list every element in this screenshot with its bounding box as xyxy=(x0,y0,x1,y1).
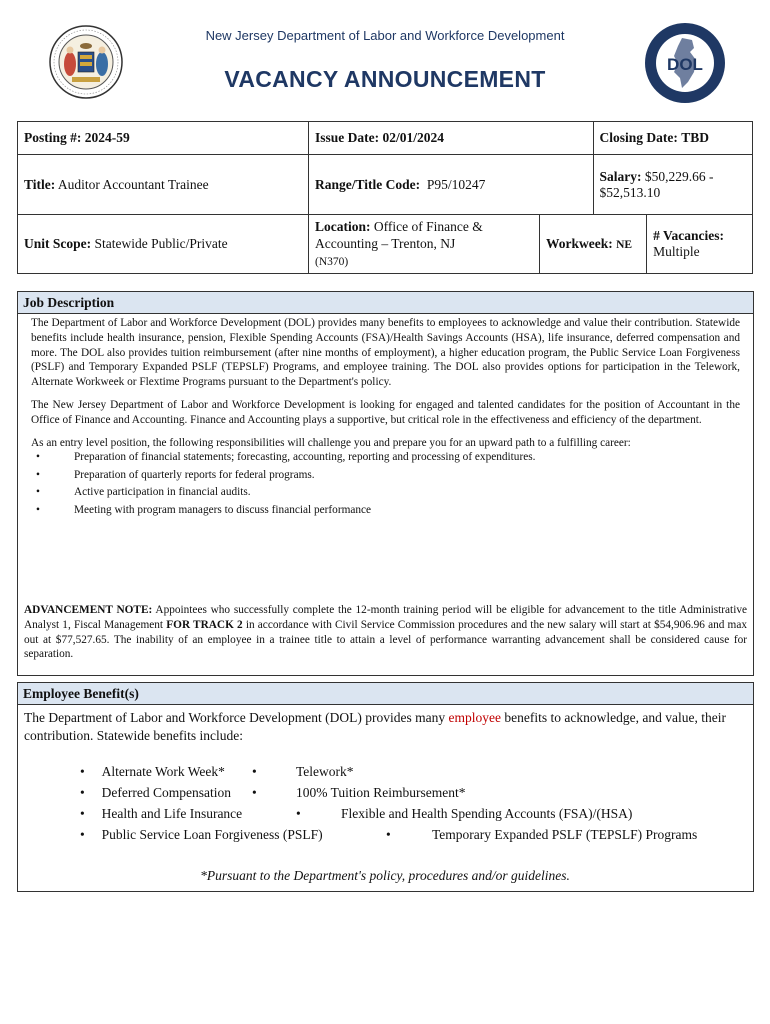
list-item: • Active participation in financial audits. xyxy=(36,486,251,499)
page-title: VACANCY ANNOUNCEMENT xyxy=(224,66,546,92)
list-item: • Preparation of financial statements; forecasting, accounting, reporting and processing of expenditures. xyxy=(36,451,536,464)
unit-scope-cell: Unit Scope: Statewide Public/Private xyxy=(18,215,309,274)
posting-table xyxy=(17,121,753,274)
job-description-body xyxy=(18,314,753,519)
responsibility-list xyxy=(31,449,740,519)
location-cell: Location: Office of Finance & Accounting – Trenton, NJ (N370) xyxy=(309,215,540,274)
benefits-intro: The Department of Labor and Workforce Development (DOL) provides many employee benefits to acknowledge, and value, their contribution. Statewide benefits include: xyxy=(24,710,726,743)
benefit-item: Telework* xyxy=(296,764,354,779)
benefit-item: 100% Tuition Reimbursement* xyxy=(296,785,466,800)
vacancies-cell: # Vacancies: Multiple xyxy=(647,215,753,274)
bullet-separator: • xyxy=(252,764,257,779)
benefit-item: Temporary Expanded PSLF (TEPSLF) Programs xyxy=(432,827,698,842)
salary-cell: Salary: $50,229.66 - $52,513.10 xyxy=(593,155,752,215)
posting-number-cell: Posting #: 2024-59 xyxy=(18,122,309,155)
agency-name: New Jersey Department of Labor and Workforce Development xyxy=(205,28,565,43)
job-paragraph: The New Jersey Department of Labor and Workforce Development is looking for engaged and talented candidates for the position of Accountant in the Office of Finance and Accounting. Finance and Accounting plays a supportive, but critical role in the effectiveness and efficiency of the department. xyxy=(31,398,740,426)
benefits-heading: Employee Benefit(s) xyxy=(18,683,753,705)
policy-note: *Pursuant to the Department's policy, procedures and/or guidelines. xyxy=(200,868,570,883)
dol-logo-icon xyxy=(644,22,726,104)
job-description-heading: Job Description xyxy=(18,292,753,314)
benefit-item: Flexible and Health Spending Accounts (FSA)/(HSA) xyxy=(341,806,633,821)
issue-date-cell: Issue Date: 02/01/2024 xyxy=(309,122,594,155)
benefit-item: • Health and Life Insurance xyxy=(80,806,243,821)
job-paragraph: As an entry level position, the following responsibilities will challenge you and prepare you for an upward path to a fulfilling career: xyxy=(31,436,631,449)
benefit-item: • Public Service Loan Forgiveness (PSLF) xyxy=(80,827,323,842)
workweek-cell: Workweek: NE xyxy=(540,215,647,274)
benefit-item: • Deferred Compensation xyxy=(80,785,231,800)
bullet-separator: • xyxy=(252,785,257,800)
bullet-separator: • xyxy=(386,827,391,842)
job-paragraph: The Department of Labor and Workforce Development (DOL) provides many benefits to employees to acknowledge and value their contribution. Statewide benefits include health insurance, pension, Flexible Spending Accounts (FSA)/Health Savings Accounts (HSA), life insurance, deferred compensation and more. The DOL also provides tuition reimbursement (after nine months of employment), a higher education program, the Public Service Loan Forgiveness (PSLF) and Temporary Expanded PSLF (TEPSLF) Programs, and employee training. The DOL also provides options for participation in the Telework, Alternate Workweek or Flextime Programs pursuant to the Department's policy. xyxy=(31,317,740,389)
list-item: • Meeting with program managers to discuss financial performance xyxy=(36,503,372,516)
job-description-section xyxy=(17,291,754,676)
state-seal-icon xyxy=(48,24,124,100)
bullet-separator: • xyxy=(296,806,301,821)
range-code-cell: Range/Title Code: P95/10247 xyxy=(309,155,594,215)
dol-abbr: DOL xyxy=(667,55,703,74)
title-cell: Title: Auditor Accountant Trainee xyxy=(18,155,309,215)
benefit-item: • Alternate Work Week* xyxy=(80,764,225,779)
closing-date-cell: Closing Date: TBD xyxy=(593,122,752,155)
list-item: • Preparation of quarterly reports for federal programs. xyxy=(36,468,315,481)
advancement-note: ADVANCEMENT NOTE: Appointees who successfully complete the 12-month training period will be eligible for advancement to the title Administrative Analyst 1, Fiscal Management FOR TRACK 2 in accordance with Civil Service Commission procedures and the new salary will start at $54,906.96 and max out at $77,527.65. The inability of an employee in a trainee title to attain a level of performance warranting advancement shall be considered cause for separation. xyxy=(24,604,747,661)
